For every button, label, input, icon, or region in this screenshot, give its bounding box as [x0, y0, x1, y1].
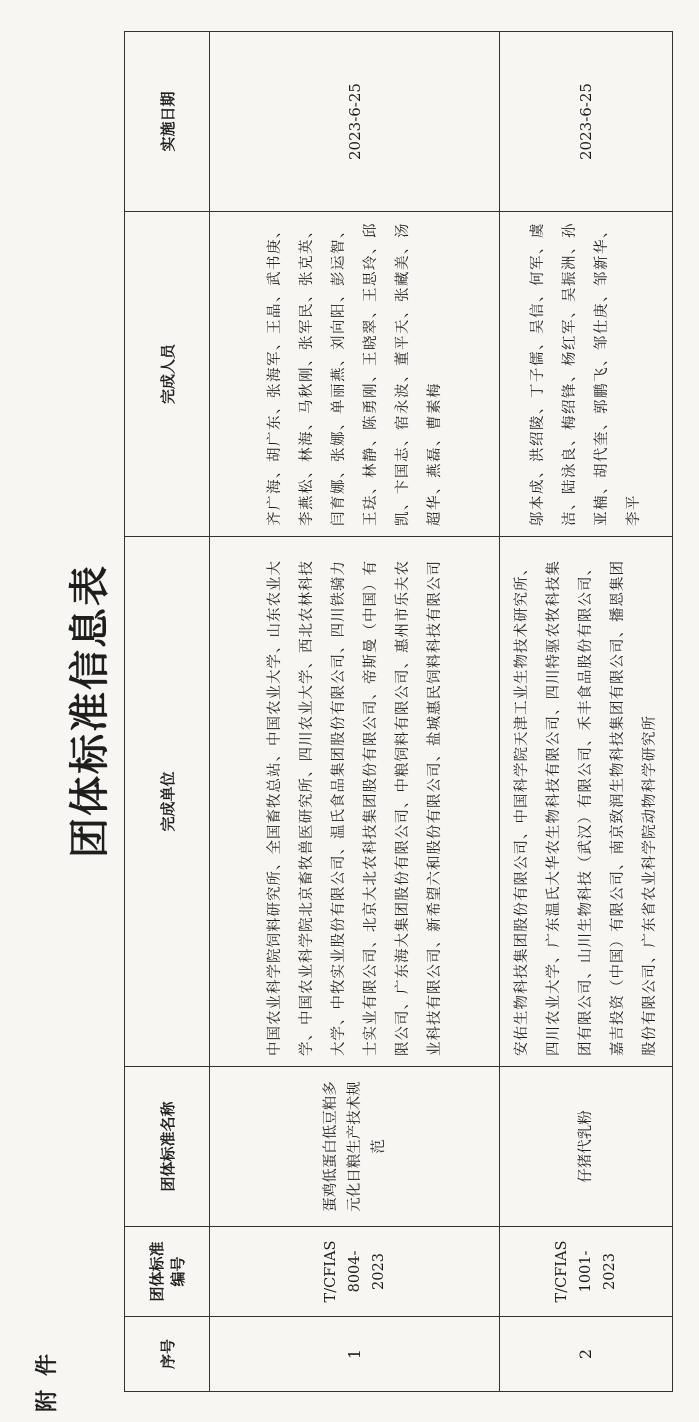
document-title: 团体标准信息表	[67, 564, 113, 858]
header-seq: 序号	[125, 1317, 210, 1392]
header-units: 完成单位	[125, 537, 210, 1067]
row-name: 仔猪代乳粉	[500, 1067, 673, 1227]
header-code: 团体标准编号	[125, 1227, 210, 1317]
row-people: 邬本成、洪绍陵、丁子儒、吴信、何军、虞洁、陆泳良、梅绍锋、杨红军、吴振洲、孙亚楠、胡代奎、郭鹏飞、邹仕庚、邹新华、李平	[500, 212, 673, 537]
row-units: 安佑生物科技集团股份有限公司、中国科学院天津工业生物技术研究所、四川农业大学、广东温氏大华农生物科技有限公司、四川特驱农牧科技集团有限公司、山川生物科技（武汉）有限公司、禾丰食品股份有限公司、嘉吉投资（中国）有限公司、南京致润生物科技集团有限公司、播恩集团股份有限公司、广东省农业科学院动物科学研究所	[500, 537, 673, 1067]
row-seq: 1	[210, 1317, 500, 1392]
row-units: 中国农业科学院饲料研究所、全国畜牧总站、中国农业大学、山东农业大学、中国农业科学院北京畜牧兽医研究所、四川农业大学、西北农林科技大学、中牧实业股份有限公司、温氏食品集团股份有限公司、四川铁骑力士实业有限公司、北京大北农科技集团股份有限公司、帝斯曼（中国）有限公司、广东海大集团股份有限公司、中粮饲料有限公司、惠州市乐夫农业科技有限公司、新希望六和股份有限公司、盐城惠民饲料科技有限公司	[210, 537, 500, 1067]
row-code: T/CFIAS 8004-2023	[210, 1227, 500, 1317]
appendix-label: 附件	[35, 1339, 60, 1412]
row-date: 2023-6-25	[500, 32, 673, 212]
header-name: 团体标准名称	[125, 1067, 210, 1227]
row-people: 齐广海、胡广东、张海军、王晶、武书庚、李燕松、林海、马秋刚、张军民、张克英、闫育娜、张娜、单丽燕、刘向阳、彭运智、王珐、林静、陈勇刚、王晓翠、王思玲、邱凯、卞国志、宿永波、董平天、张藏美、汤超华、燕磊、曹素梅	[210, 212, 500, 537]
row-seq: 2	[500, 1317, 673, 1392]
header-people: 完成人员	[125, 212, 210, 537]
table-row	[210, 32, 500, 1392]
row-name: 蛋鸡低蛋白低豆粕多元化日粮生产技术规范	[210, 1067, 500, 1227]
row-code: T/CFIAS 1001-2023	[500, 1227, 673, 1317]
header-date: 实施日期	[125, 32, 210, 212]
row-date: 2023-6-25	[210, 32, 500, 212]
table-header-row	[125, 32, 210, 1392]
table-row	[500, 32, 673, 1392]
standards-table	[124, 31, 673, 1392]
